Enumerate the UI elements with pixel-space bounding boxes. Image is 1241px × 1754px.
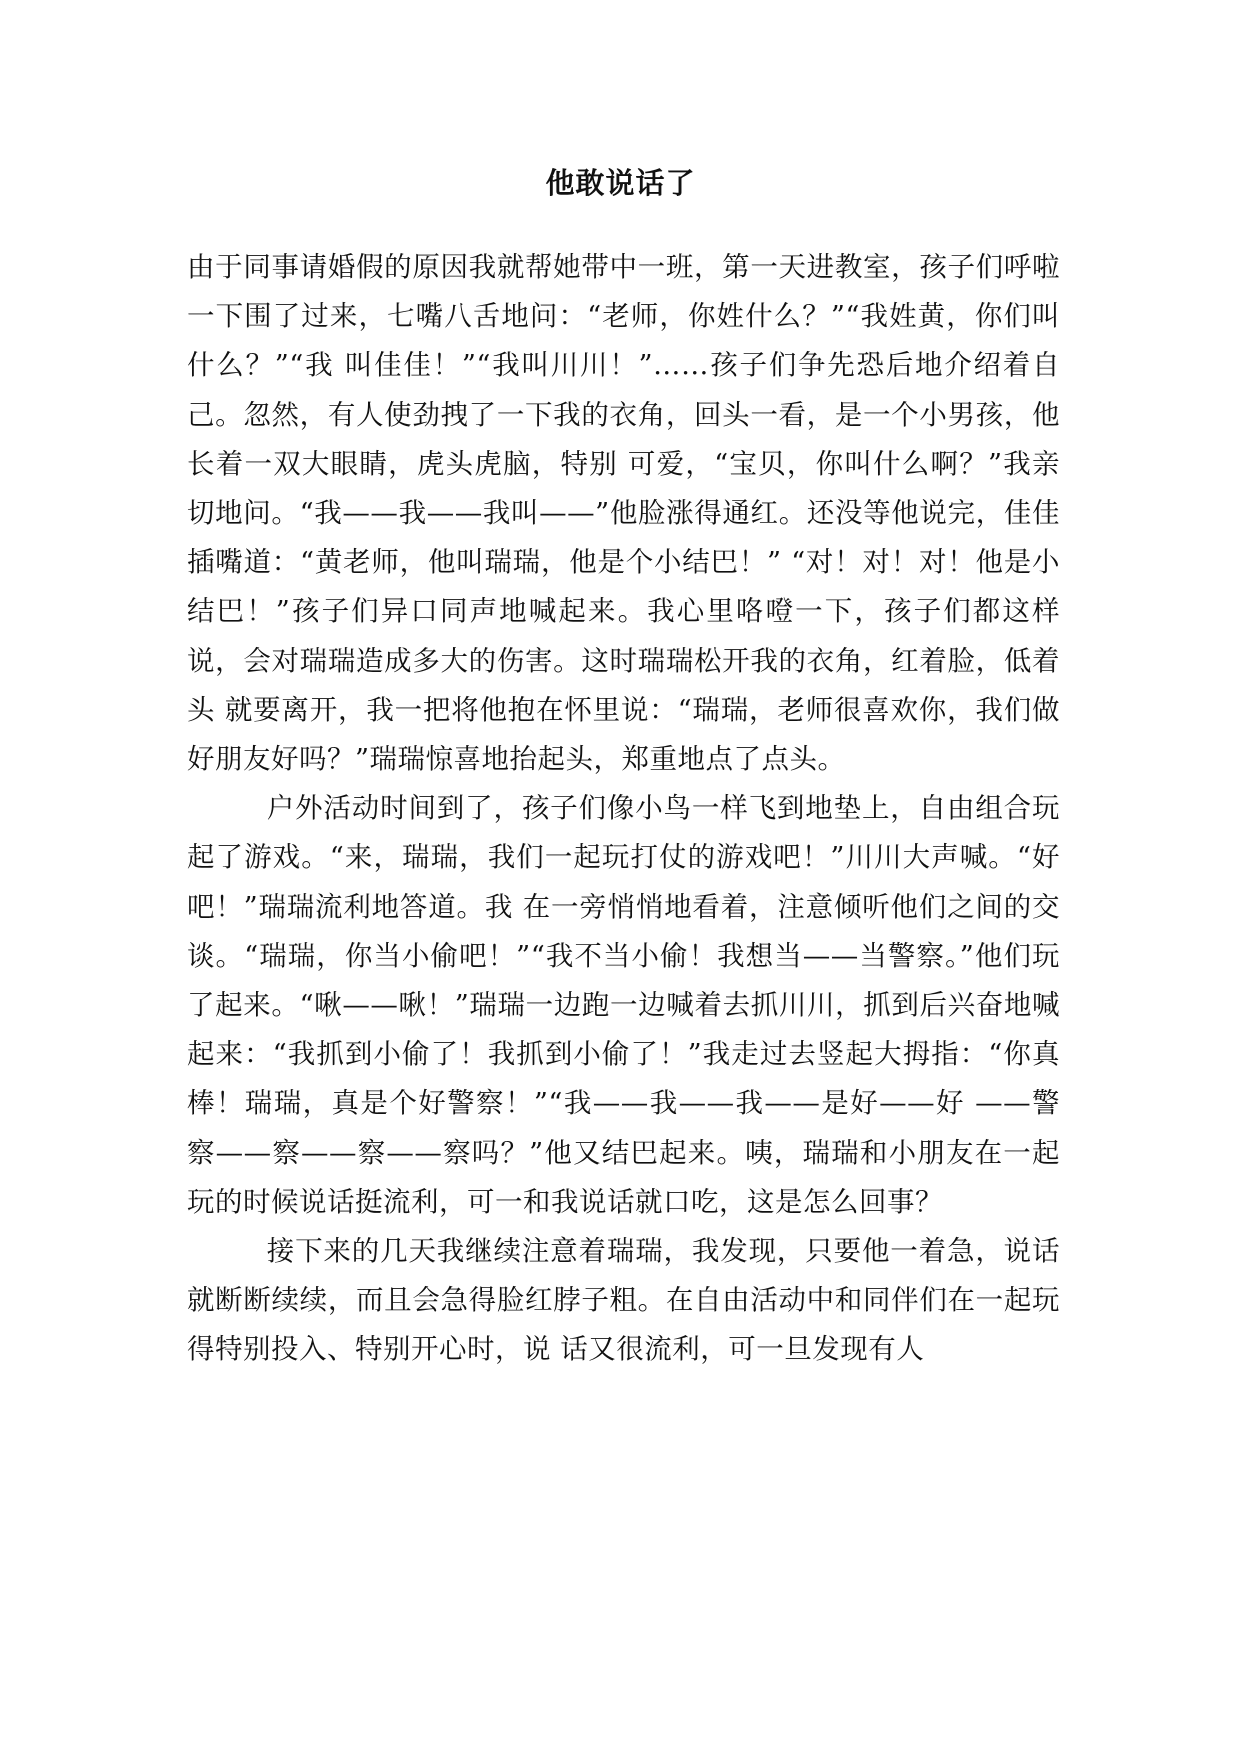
paragraph-3: 接下来的几天我继续注意着瑞瑞，我发现，只要他一着急，说话就断断续续，而且会急得脸红脖子粗。在自由活动中和同伴们在一起玩得特别投入、特别开心时，说 话又很流利，可一旦发现有人 — [187, 1235, 1060, 1366]
paragraph-1: 由于同事请婚假的原因我就帮她带中一班，第一天进教室，孩子们呼啦一下围了过来，七嘴八舌地问：“老师，你姓什么？”“我姓黄，你们叫什么？”“我 叫佳佳！”“我叫川川！”……孩子们争先恐后地介绍着自己。忽然，有人使劲拽了一下我的衣角，回头一看，是一个小男孩，他长着一双大眼睛，虎头虎脑，特别 可爱，“宝贝，你叫什么啊？”我亲切地问。“我——我——我叫——”他脸涨得通红。还没等他说完，佳佳插嘴道：“黄老师，他叫瑞瑞，他是个小结巴！” “对！对！对！他是小结巴！”孩子们异口同声地喊起来。我心里咯噔一下，孩子们都这样说，会对瑞瑞造成多大的伤害。这时瑞瑞松开我的衣角，红着脸，低着头 就要离开，我一把将他抱在怀里说：“瑞瑞，老师很喜欢你，我们做好朋友好吗？”瑞瑞惊喜地抬起头，郑重地点了点头。 — [187, 251, 1060, 776]
paragraph-2: 户外活动时间到了，孩子们像小鸟一样飞到地垫上，自由组合玩起了游戏。“来，瑞瑞，我们一起玩打仗的游戏吧！”川川大声喊。“好吧！”瑞瑞流利地答道。我 在一旁悄悄地看着，注意倾听他们之间的交谈。“瑞瑞，你当小偷吧！”“我不当小偷！我想当——当警察。”他们玩了起来。“啾——啾！”瑞瑞一边跑一边喊着去抓川川，抓到后兴奋地喊起来：“我抓到小偷了！我抓到小偷了！”我走过去竖起大拇指：“你真棒！瑞瑞，真是个好警察！”“我——我——我——是好——好 ——警察——察——察——察吗？”他又结巴起来。咦，瑞瑞和小朋友在一起玩的时候说话挺流利，可一和我说话就口吃，这是怎么回事？ — [187, 792, 1060, 1218]
document-body — [187, 243, 1060, 1375]
document-title: 他敢说话了 — [545, 166, 696, 200]
